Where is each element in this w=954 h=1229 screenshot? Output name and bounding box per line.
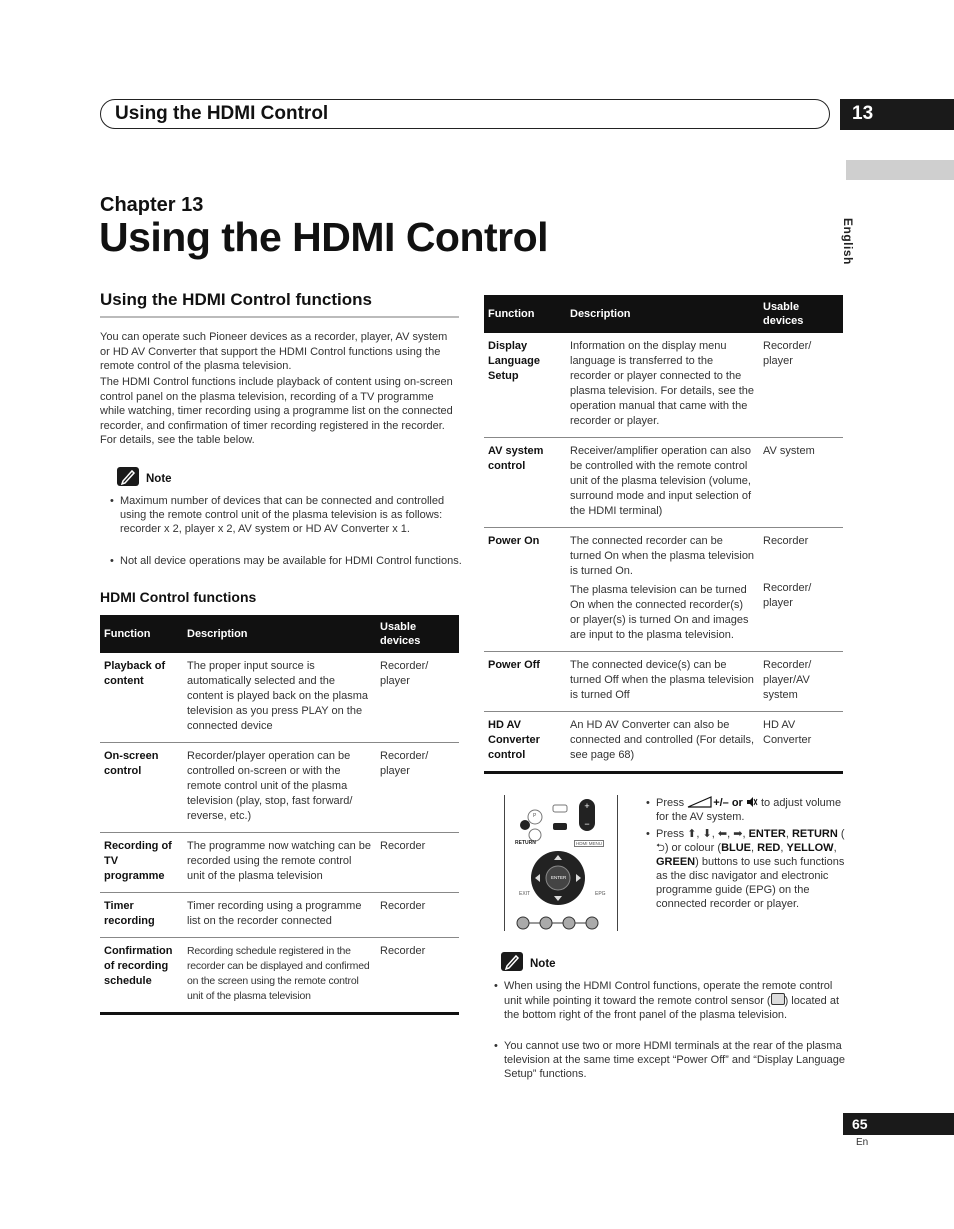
header-devices: Usable devices	[376, 615, 459, 653]
table-row	[100, 938, 459, 1014]
cell-function: Timer recording	[100, 893, 183, 938]
table-header-row	[484, 295, 843, 333]
arrow-left-icon: ⬅	[717, 828, 728, 840]
chapter-label: Chapter 13	[100, 194, 204, 216]
remote-label-exit: EXIT	[519, 891, 531, 897]
text-blue: BLUE	[721, 842, 752, 854]
text-red: RED	[757, 842, 781, 854]
table-row	[100, 833, 459, 893]
remote-bullet-volume	[646, 796, 856, 824]
cell-function: Power Off	[484, 652, 566, 712]
arrow-down-icon: ⬇	[702, 828, 712, 840]
header-title: Using the HDMI Control	[115, 103, 329, 124]
cell-description-part-2: The plasma television can be turned On when the connected recorder(s) or player(s) is turned On and images are input to the plasma television.	[570, 584, 749, 641]
table-row	[484, 438, 843, 528]
volume-icon	[687, 796, 713, 808]
language-label: English	[841, 218, 855, 265]
section-title: Using the HDMI Control functions	[100, 290, 372, 309]
subsection-title: HDMI Control functions	[100, 589, 257, 605]
text-volume-keys: +/– or	[713, 797, 743, 809]
note-bullet: • Not all device operations may be available for HDMI Control functions.	[110, 554, 468, 568]
note-icon	[117, 467, 139, 486]
remote-control-illustration	[504, 795, 618, 931]
cell-devices: Recorder/ player/AV system	[759, 652, 843, 712]
remote-label-hdmi-menu: HDMI MENU	[576, 841, 602, 846]
table-row	[484, 712, 843, 773]
remote-bullet-navigation: • Press ⬆, ⬇, ⬅, ➡, ENTER, RETURN ( ⮌) or colour (BLUE, RED, YELLOW, GREEN) buttons to use such functions as the disc navigator and electronic programme guide (EPG) on the connected recorder or player.	[646, 827, 848, 911]
text-sensor-start: When using the HDMI Control functions, operate the remote control unit while pointing it toward the remote control sensor (	[504, 980, 833, 1007]
cell-function: HD AV Converter control	[484, 712, 566, 773]
remote-label-epg: EPG	[595, 891, 606, 897]
functions-table-left	[100, 615, 459, 1015]
note-icon	[501, 952, 523, 971]
text-yellow: YELLOW	[786, 842, 834, 854]
cell-description: The proper input source is automatically selected and the content is played back on the plasma television as you press PLAY on the connected device	[183, 653, 376, 743]
table-row	[100, 743, 459, 833]
header-function: Function	[484, 295, 566, 333]
table-row	[484, 333, 843, 438]
text-or-colour: ) or colour (	[664, 842, 722, 854]
intro-paragraph-1: You can operate such Pioneer devices as a recorder, player, AV system or HD AV Converter that support the HDMI Control functions using the remote control of the plasma television.	[100, 331, 448, 372]
cell-devices: HD AV Converter	[759, 712, 843, 773]
note-label: Note	[146, 473, 172, 485]
cell-function: Power On	[484, 528, 566, 652]
remote-label-enter: ENTER	[551, 875, 567, 880]
text-volume-end: to adjust volume for the AV system.	[656, 797, 842, 823]
text-press: Press	[656, 797, 685, 809]
cell-description: Recording schedule registered in the recorder can be displayed and confirmed on the screen using the remote control unit of the plasma television	[183, 938, 376, 1014]
mute-icon	[746, 796, 758, 808]
text-green: GREEN	[656, 856, 696, 868]
section-rule	[100, 316, 459, 318]
language-tab	[846, 160, 954, 180]
cell-description-part-1: The connected recorder can be turned On when the plasma television is turned On.	[570, 535, 755, 577]
note-label: Note	[530, 958, 556, 970]
cell-description: An HD AV Converter can also be connected and controlled (For details, see page 68)	[566, 712, 759, 773]
cell-description: Recorder/player operation can be controlled on-screen or with the remote control unit of the plasma television (play, stop, fast forward/ reverse, etc.)	[183, 743, 376, 833]
cell-function: Confirmation of recording schedule	[100, 938, 183, 1014]
page-language: En	[856, 1137, 869, 1148]
note-bullet: • You cannot use two or more HDMI terminals at the rear of the plasma television at the same time except “Power Off” and “Display Language Setup” functions.	[494, 1039, 852, 1081]
arrow-up-icon: ⬆	[687, 828, 697, 840]
svg-text:+: +	[584, 801, 590, 811]
remote-label-p: P	[533, 813, 537, 819]
table-row	[100, 893, 459, 938]
header-function: Function	[100, 615, 183, 653]
note-bullet	[494, 979, 852, 1022]
table-row	[484, 528, 843, 652]
cell-devices: Recorder/ player	[759, 333, 843, 438]
cell-devices: AV system	[759, 438, 843, 528]
cell-description: Timer recording using a programme list on the recorder connected	[183, 893, 376, 938]
cell-function: Recording of TV programme	[100, 833, 183, 893]
cell-function: Display Language Setup	[484, 333, 566, 438]
text-nav-end: ) buttons to use such functions as the disc navigator and electronic programme guide (EPG) on the connected recorder or player.	[656, 856, 845, 910]
chapter-number: 13	[852, 103, 874, 124]
functions-table-right	[484, 295, 843, 774]
cell-devices: Recorder/ player	[376, 743, 459, 833]
cell-devices: Recorder	[376, 893, 459, 938]
page-number: 65	[852, 1116, 868, 1132]
cell-description: The connected device(s) can be turned Off when the plasma television is turned Off	[566, 652, 759, 712]
header-devices: Usable devices	[759, 295, 843, 333]
note-bullet: • Maximum number of devices that can be connected and controlled using the remote control unit of the plasma television is as follows: recorder x 2, player x 2, AV system or HD AV Converter x 1.	[110, 494, 468, 536]
cell-devices: Recorder/ player	[376, 653, 459, 743]
table-header-row	[100, 615, 459, 653]
text-press: Press	[656, 828, 685, 840]
text-enter: ENTER	[748, 828, 786, 840]
remote-label-return: RETURN	[515, 840, 536, 846]
header-description: Description	[183, 615, 376, 653]
header-description: Description	[566, 295, 759, 333]
text-sensor-end: ) located at the bottom right of the front panel of the plasma television.	[504, 995, 839, 1021]
cell-description: Information on the display menu language is transferred to the recorder or player connected to the plasma television. For details, see the operation manual that came with the recorder or player.	[566, 333, 759, 438]
cell-description: Receiver/amplifier operation can also be controlled with the remote control unit of the plasma television (volume, surround mode and input selection of the HDMI terminal)	[566, 438, 759, 528]
svg-text:−: −	[584, 819, 590, 829]
cell-devices	[759, 528, 843, 652]
cell-devices-part-1: Recorder	[763, 535, 809, 547]
cell-devices: Recorder	[376, 938, 459, 1014]
sensor-icon	[771, 993, 785, 1005]
cell-description: The programme now watching can be recorded using the remote control unit of the plasma television	[183, 833, 376, 893]
chapter-title: Using the HDMI Control	[99, 214, 549, 260]
cell-devices-part-2: Recorder/ player	[763, 582, 812, 609]
table-row	[100, 653, 459, 743]
intro-paragraph-2: The HDMI Control functions include playback of content using on-screen control panel on the plasma television, recording of a TV programme while watching, timer recording using a programme list on the connected recorder, and confirmation of timer recording registered in the recorder. For details, see the table below.	[100, 376, 453, 446]
cell-function: On-screen control	[100, 743, 183, 833]
arrow-right-icon: ➡	[733, 828, 743, 840]
text-return: RETURN	[791, 828, 838, 840]
cell-function: AV system control	[484, 438, 566, 528]
cell-devices: Recorder	[376, 833, 459, 893]
cell-function: Playback of content	[100, 653, 183, 743]
return-icon: ⮌	[656, 842, 665, 854]
cell-description	[566, 528, 759, 652]
table-row	[484, 652, 843, 712]
